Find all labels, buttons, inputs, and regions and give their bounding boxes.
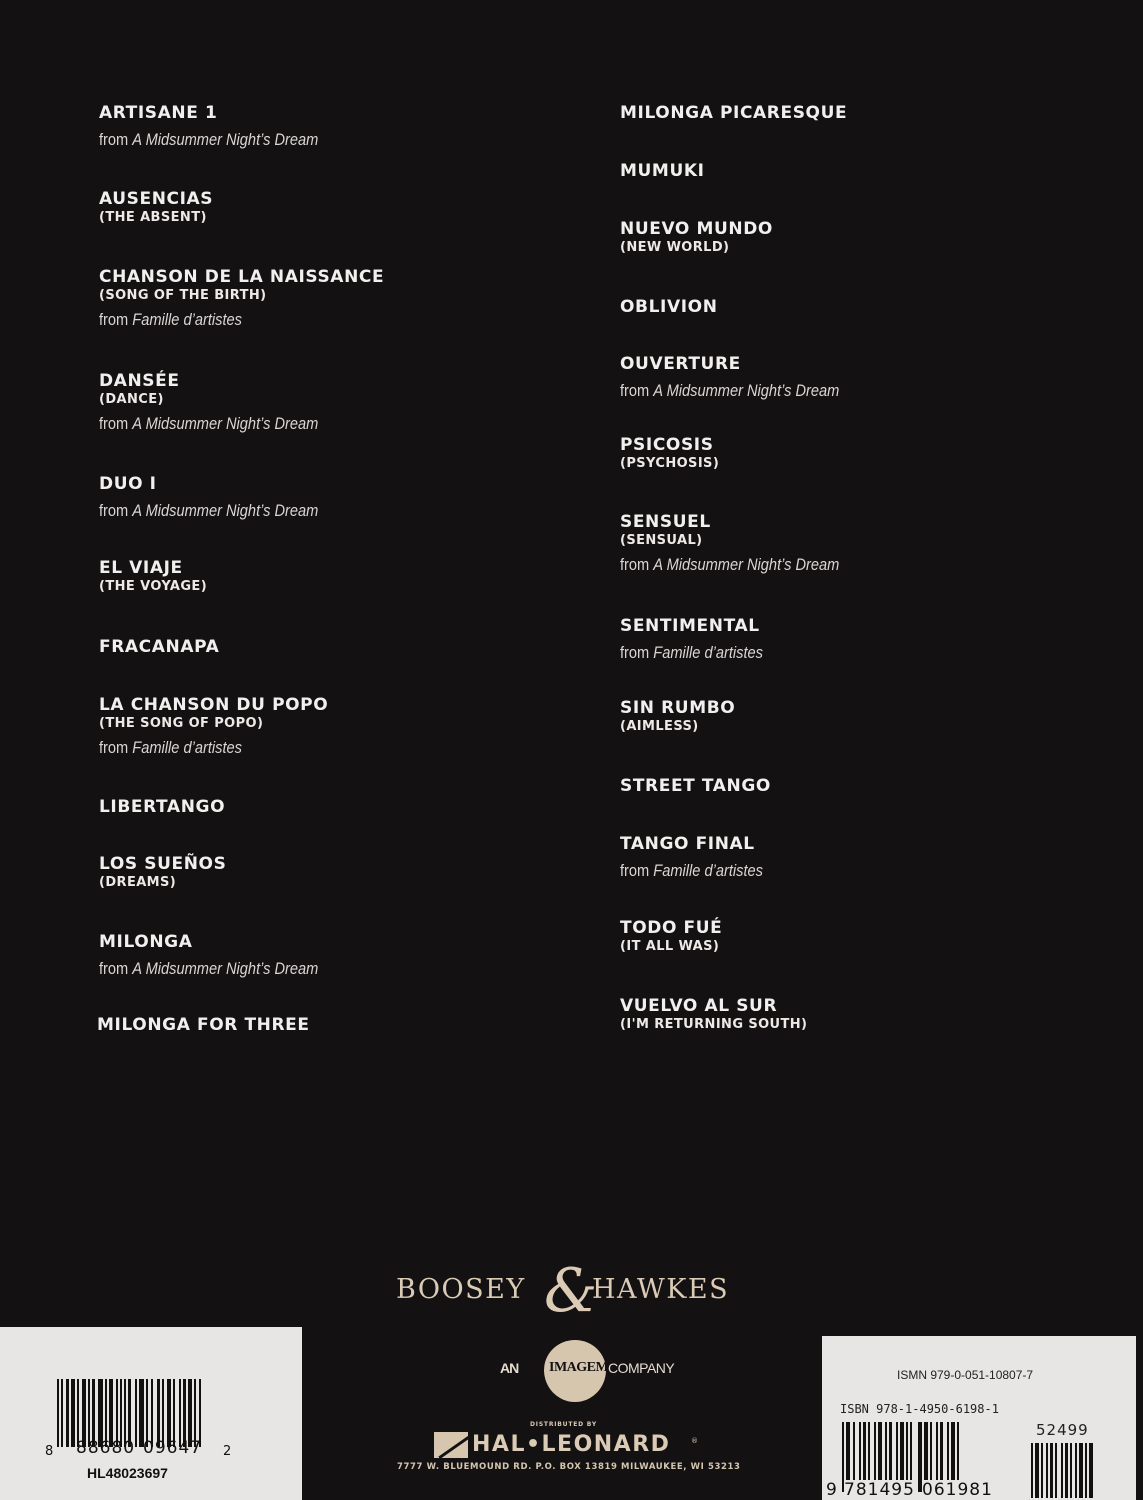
song-title: OBLIVION bbox=[620, 297, 718, 317]
ampersand-glyph: & bbox=[544, 1256, 599, 1326]
registered-mark: ® bbox=[691, 1437, 698, 1445]
song-title: SENTIMENTAL bbox=[620, 616, 760, 636]
song-entry bbox=[620, 354, 875, 402]
upc-digit-first: 8 bbox=[45, 1444, 54, 1459]
song-subtitle: (THE SONG OF POPO) bbox=[99, 716, 264, 731]
song-entry bbox=[620, 219, 773, 257]
song-title: DANSÉE bbox=[99, 371, 180, 391]
song-title: SIN RUMBO bbox=[620, 698, 736, 718]
song-entry bbox=[620, 297, 718, 317]
song-title: VUELVO AL SUR bbox=[620, 996, 778, 1016]
song-title: PSICOSIS bbox=[620, 435, 714, 455]
song-entry bbox=[99, 695, 328, 759]
song-title: MILONGA FOR THREE bbox=[97, 1015, 310, 1035]
song-title: DUO I bbox=[99, 474, 157, 494]
song-entry bbox=[97, 1015, 310, 1035]
song-entry bbox=[99, 558, 207, 596]
song-title: TODO FUÉ bbox=[620, 918, 723, 938]
upc-digits-group2: 09647 bbox=[143, 1438, 203, 1458]
song-title: MILONGA PICARESQUE bbox=[620, 103, 848, 123]
upc-digit-last: 2 bbox=[223, 1444, 232, 1459]
imagem-an: AN bbox=[500, 1360, 519, 1376]
song-title: EL VIAJE bbox=[99, 558, 183, 578]
song-source: from Famille d’artistes bbox=[99, 738, 243, 757]
song-subtitle: (SONG OF THE BIRTH) bbox=[99, 288, 267, 303]
song-subtitle: (AIMLESS) bbox=[620, 719, 699, 734]
song-title: LOS SUEÑOS bbox=[99, 854, 227, 874]
song-title: MILONGA bbox=[99, 932, 193, 952]
song-subtitle: (PSYCHOSIS) bbox=[620, 456, 720, 471]
song-entry bbox=[620, 698, 735, 736]
song-entry bbox=[620, 616, 786, 664]
song-title: AUSENCIAS bbox=[99, 189, 214, 209]
song-source: from A Midsummer Night’s Dream bbox=[99, 959, 319, 978]
upc-barcode-label bbox=[0, 1327, 302, 1500]
song-source: from Famille d’artistes bbox=[99, 310, 243, 329]
song-title: FRACANAPA bbox=[99, 637, 220, 657]
song-entry bbox=[99, 854, 226, 892]
publisher-name-left: BOOSEY bbox=[396, 1274, 526, 1305]
distributed-by-label: DISTRIBUTED BY bbox=[530, 1421, 597, 1428]
song-source: from A Midsummer Night’s Dream bbox=[99, 130, 319, 149]
imagem-name: IMAGEM bbox=[549, 1360, 609, 1375]
song-title: MUMUKI bbox=[620, 161, 705, 181]
song-entry bbox=[99, 103, 354, 151]
song-entry bbox=[620, 512, 875, 576]
song-source: from A Midsummer Night’s Dream bbox=[620, 555, 840, 574]
song-entry bbox=[620, 996, 807, 1034]
hal-leonard-logo-icon bbox=[434, 1432, 468, 1458]
ismn-number: ISMN 979-0-051-10807-7 bbox=[897, 1368, 1034, 1382]
price-code: 52499 bbox=[1036, 1421, 1089, 1439]
song-source: from A Midsummer Night’s Dream bbox=[99, 414, 319, 433]
song-subtitle: (SENSUAL) bbox=[620, 533, 703, 548]
song-source: from A Midsummer Night’s Dream bbox=[99, 501, 319, 520]
song-entry bbox=[99, 932, 354, 980]
song-title: CHANSON DE LA NAISSANCE bbox=[99, 267, 385, 287]
isbn-digit-first: 9 bbox=[826, 1480, 837, 1500]
song-entry bbox=[620, 918, 722, 956]
song-entry bbox=[99, 371, 354, 435]
price-addon-barcode bbox=[1031, 1443, 1113, 1498]
song-entry bbox=[620, 776, 771, 796]
song-title: TANGO FINAL bbox=[620, 834, 755, 854]
boosey-hawkes-logo bbox=[396, 1256, 730, 1326]
song-entry bbox=[620, 834, 786, 882]
song-subtitle: (DREAMS) bbox=[99, 875, 177, 890]
imagem-company: COMPANY bbox=[608, 1360, 675, 1376]
song-source: from A Midsummer Night’s Dream bbox=[620, 381, 840, 400]
hal-leonard-wordmark: HAL•LEONARD bbox=[472, 1432, 671, 1457]
isbn-digits-group2: 061981 bbox=[922, 1480, 993, 1500]
song-entry bbox=[99, 637, 219, 657]
song-title: ARTISANE 1 bbox=[99, 103, 218, 123]
song-entry bbox=[99, 474, 354, 522]
imagem-company-logo bbox=[498, 1338, 675, 1398]
upc-barcode bbox=[57, 1379, 221, 1447]
song-subtitle: (NEW WORLD) bbox=[620, 240, 730, 255]
song-entry bbox=[620, 103, 847, 123]
isbn-barcode-label bbox=[822, 1336, 1136, 1500]
upc-digits-group1: 88680 bbox=[76, 1438, 136, 1458]
song-title: LA CHANSON DU POPO bbox=[99, 695, 329, 715]
isbn-number: ISBN 978-1-4950-6198-1 bbox=[840, 1402, 999, 1416]
song-title: LIBERTANGO bbox=[99, 797, 226, 817]
song-source: from Famille d’artistes bbox=[620, 643, 764, 662]
publisher-name-right: HAWKES bbox=[592, 1274, 730, 1305]
song-subtitle: (IT ALL WAS) bbox=[620, 939, 720, 954]
song-subtitle: (I'M RETURNING SOUTH) bbox=[620, 1017, 808, 1032]
song-title: OUVERTURE bbox=[620, 354, 741, 374]
song-subtitle: (THE VOYAGE) bbox=[99, 579, 208, 594]
song-subtitle: (THE ABSENT) bbox=[99, 210, 207, 225]
song-source: from Famille d’artistes bbox=[620, 861, 764, 880]
song-entry bbox=[99, 797, 225, 817]
product-code: HL48023697 bbox=[87, 1465, 168, 1481]
song-entry bbox=[99, 189, 213, 227]
song-title: STREET TANGO bbox=[620, 776, 771, 796]
song-entry bbox=[620, 435, 719, 473]
song-entry bbox=[620, 161, 705, 181]
distributor-address: 7777 W. BLUEMOUND RD. P.O. BOX 13819 MILWAUKEE, WI 53213 bbox=[397, 1462, 741, 1472]
isbn-digits-group1: 781495 bbox=[844, 1480, 915, 1500]
song-title: SENSUEL bbox=[620, 512, 711, 532]
song-subtitle: (DANCE) bbox=[99, 392, 164, 407]
song-title: NUEVO MUNDO bbox=[620, 219, 773, 239]
song-entry bbox=[99, 267, 384, 331]
